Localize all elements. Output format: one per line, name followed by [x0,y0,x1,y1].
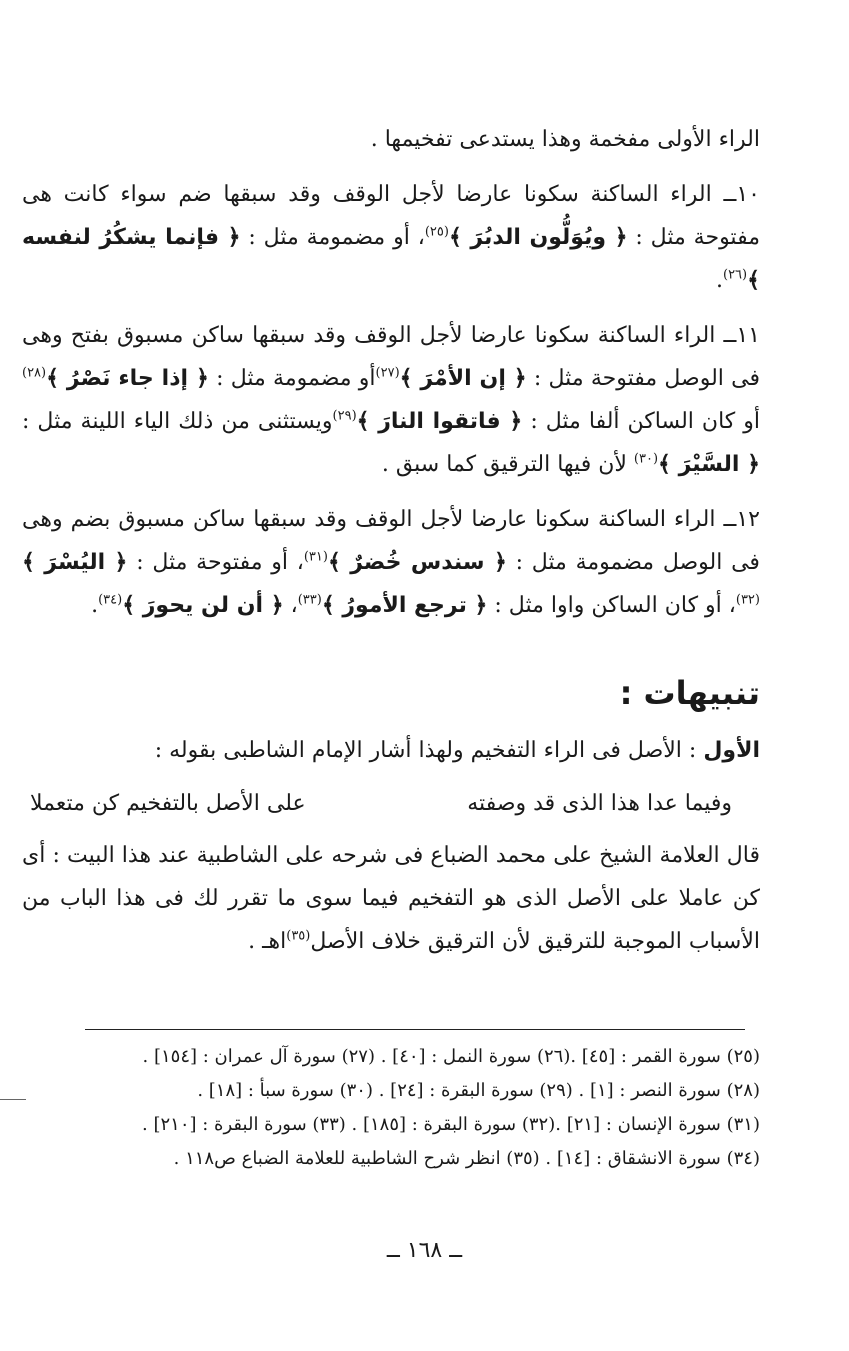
quran-quote: ﴿ ترجع الأمورُ ﴾ [321,593,488,618]
para-text: ١١ــ الراء الساكنة سكونا عارضا لأجل الوقف وقد سبقها ساكن مسبوق بفتح وهى فى الوصل مفتوحة مثل : [22,323,760,391]
quran-quote: ﴿ سندس خُضرٌ ﴾ [327,550,507,575]
footnote-ref: (٢٩) [332,408,357,424]
footnote-ref: (٣٠) [633,451,659,467]
first-note-text: : الأصل فى الراء التفخيم ولهذا أشار الإمام الشاطبى بقوله : [154,738,704,763]
quran-quote: ﴿ ويُوَلُّون الدبُرَ ﴾ [448,225,628,250]
verse-first-hemistich: وفيما عدا هذا الذى قد وصفته [467,791,732,816]
footnote-ref: (٣٢) [735,592,760,608]
footnote-ref: (٢٨) [22,365,47,381]
footnote-ref: (٢٥) [424,224,449,240]
para-text: ، أو مضمومة مثل : [240,225,425,250]
page-body [22,118,760,975]
quran-quote: ﴿ فإنما يشكُرُ لنفسه ﴾ [22,225,760,293]
paragraph-10 [22,173,760,302]
footnote-ref: (٣٤) [98,592,123,608]
first-note-label: الأول [703,738,760,763]
quran-quote: ﴿ إن الأمْرَ ﴾ [399,366,527,391]
paragraph-12 [22,498,760,627]
footnote-line: (٢٨) سورة النصر : [١] . (٢٩) سورة البقرة : [٢٤] . (٣٠) سورة سبأ : [١٨] . [197,1080,760,1101]
page-number: ــ ١٦٨ ــ [386,1238,463,1263]
footnote-line: (٢٥) سورة القمر : [٤٥] .(٢٦) سورة النمل : [٤٠] . (٢٧) سورة آل عمران : [١٥٤] . [142,1046,760,1067]
para-text: ويستثنى من ذلك الياء اللينة مثل : [22,409,333,434]
quran-quote: ﴿ السَّيْرَ ﴾ [658,452,760,477]
para-text: ، أو مفتوحة مثل : [127,550,304,575]
paragraph-11 [22,314,760,486]
footnote-ref: (٢٦) [722,267,748,283]
para-text: . [91,593,99,618]
quran-quote: ﴿ أن لن يحورَ ﴾ [122,593,284,618]
verse-second-hemistich: على الأصل بالتفخيم كن متعملا [30,791,306,816]
para-text: ، أو كان الساكن واوا مثل : [487,593,736,618]
footnote-ref: (٣٣) [297,592,322,608]
commentary-paragraph [22,834,760,963]
intro-line: الراء الأولى مفخمة وهذا يستدعى تفخيمها . [370,127,760,152]
para-text: ١٠ــ الراء الساكنة سكونا عارضا لأجل الوقف وقد سبقها ضم سواء كانت هى مفتوحة مثل : [22,182,760,250]
quran-quote: ﴿ اليُسْرَ ﴾ [22,550,128,575]
commentary-end: اهـ . [248,929,287,954]
section-heading: تنبيهات : [619,674,760,712]
para-text: ١٢ــ الراء الساكنة سكونا عارضا لأجل الوقف وقد سبقها ساكن مسبوق بضم وهى فى الوصل مضمومة مثل : [22,507,760,575]
footnote-line: (٣١) سورة الإنسان : [٢١] .(٣٢) سورة البقرة : [١٨٥] . (٣٣) سورة البقرة : [٢١٠] . [142,1114,760,1135]
quran-quote: ﴿ إذا جاء نَصْرُ ﴾ [46,366,209,391]
footnote-ref: (٢٧) [375,365,400,381]
footnote-ref: (٣١) [303,549,328,565]
footnote-divider [85,1029,745,1030]
para-text: أو كان الساكن ألفا مثل : [522,409,761,434]
quran-quote: ﴿ فاتقوا النارَ ﴾ [356,409,523,434]
commentary-text: قال العلامة الشيخ على محمد الضباع فى شرحه على الشاطبية عند هذا البيت : أى كن عاملا على الأصل الذى هو التفخيم فيما سوى ما تقرر لك فى هذا الباب من الأسباب الموجبة للترقيق لأن الترقيق خلاف الأصل [22,843,760,954]
para-text: . [715,268,723,293]
first-note [22,729,760,772]
footnotes [22,1040,760,1176]
footnote-line: (٣٤) سورة الانشقاق : [١٤] . (٣٥) انظر شرح الشاطبية للعلامة الضباع ص١١٨ . [173,1148,760,1169]
poem-verse [22,782,760,826]
para-text: أو مضمومة مثل : [208,366,376,391]
para-text: ، [283,593,298,618]
footnote-ref: (٣٥) [286,928,311,944]
para-text: لأن فيها الترقيق كما سبق . [381,452,634,477]
